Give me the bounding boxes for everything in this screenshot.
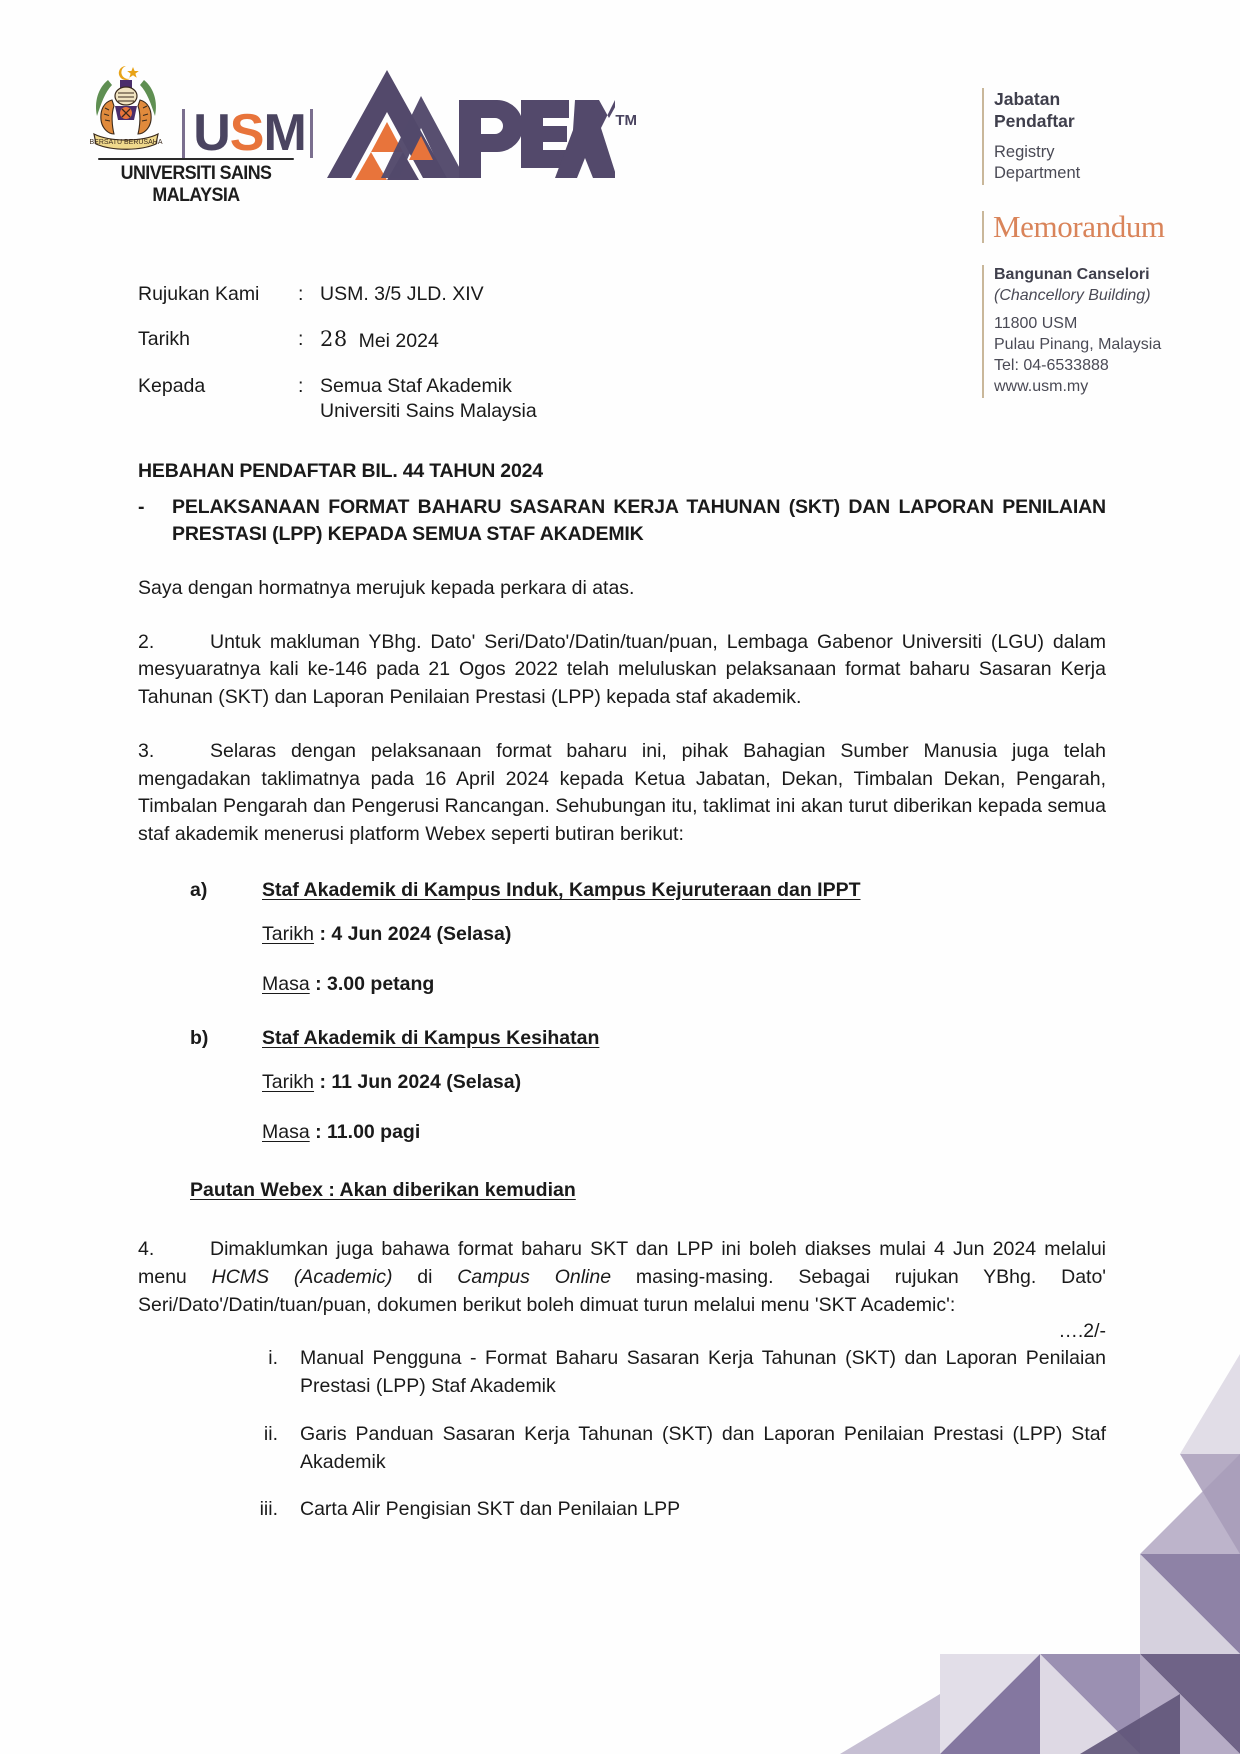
- session-a-date: [262, 921, 1106, 949]
- department-name-en-line1: Registry: [994, 142, 1055, 161]
- session-a-time: [262, 971, 1106, 999]
- paragraph-opening: Saya dengan hormatnya merujuk kepada perkara di atas.: [138, 577, 635, 600]
- usm-caption: UNIVERSITI SAINS MALAYSIA: [98, 158, 294, 207]
- session-a-marker: a): [190, 878, 208, 901]
- address-building-bm: Bangunan Canselori: [994, 266, 1150, 284]
- session-b-time-colon: :: [315, 1121, 322, 1143]
- reference-row-kepada: [138, 375, 537, 423]
- memo-title: HEBAHAN PENDAFTAR BIL. 44 TAHUN 2024: [138, 460, 543, 482]
- colon-kepada: :: [298, 375, 304, 397]
- session-b-time: [262, 1119, 1106, 1147]
- usm-wordmark: USM: [182, 109, 313, 158]
- session-a-date-label: Tarikh: [262, 923, 315, 946]
- paragraph-4-italic-campus-online: Campus Online: [457, 1266, 612, 1289]
- paragraph-4-text-part3: masing-masing. Sebagai rujukan YBhg. Dato' Seri/Dato'/Datin/tuan/puan, dokumen berikut boleh dimuat turun melalui menu 'SKT Academic':: [138, 1266, 1107, 1316]
- session-a-time-value: 3.00 petang: [327, 972, 435, 995]
- document-item-i-text: Manual Pengguna - Format Baharu Sasaran Kerja Tahunan (SKT) dan Laporan Penilaian Prestasi (LPP) Staf Akademik: [300, 1347, 1106, 1398]
- session-a-date-colon: :: [319, 923, 326, 946]
- memorandum-label: Memorandum: [982, 211, 1182, 244]
- reference-fields: [138, 283, 537, 445]
- label-rujukan-kami: Rujukan Kami: [138, 283, 260, 305]
- session-a-time-label: Masa: [262, 972, 310, 995]
- paragraph-4: [138, 1236, 1106, 1319]
- document-item-iii-text: Carta Alir Pengisian SKT dan Penilaian LPP: [300, 1498, 681, 1521]
- reference-row-tarikh: [138, 328, 537, 353]
- session-b-marker: b): [190, 1026, 209, 1049]
- paragraph-4-italic-hcms: HCMS (Academic): [211, 1266, 393, 1289]
- reference-row-rujukan: [138, 283, 537, 306]
- webex-link-line: Pautan Webex : Akan diberikan kemudian: [190, 1178, 576, 1201]
- page-continuation-marker: ….2/-: [1058, 1320, 1106, 1342]
- session-b-date-colon: :: [319, 1071, 326, 1094]
- usm-logo: [88, 60, 306, 207]
- value-kepada-line1: Semua Staf Akademik: [320, 375, 512, 397]
- session-b-time-value: 11.00 pagi: [327, 1121, 421, 1143]
- department-name-bm-line1: Jabatan: [994, 89, 1061, 109]
- session-item-a: [190, 877, 1106, 999]
- logo-block: [88, 60, 637, 207]
- document-item-ii-text: Garis Panduan Sasaran Kerja Tahunan (SKT) dan Laporan Penilaian Prestasi (LPP) Staf Akademik: [300, 1422, 1106, 1473]
- address-telephone: Tel: 04-6533888: [994, 357, 1109, 375]
- session-b-heading: Staf Akademik di Kampus Kesihatan: [262, 1026, 600, 1049]
- document-item-ii-marker: ii.: [263, 1422, 278, 1445]
- subject-dash: -: [138, 495, 145, 518]
- address-building-en: (Chancellory Building): [994, 286, 1151, 304]
- address-state: Pulau Pinang, Malaysia: [994, 336, 1162, 354]
- letterhead-right-column: [982, 88, 1182, 398]
- paragraph-2: [138, 629, 1106, 712]
- value-rujukan-kami: USM. 3/5 JLD. XIV: [320, 283, 484, 305]
- paragraph-4-text-part2: di: [392, 1266, 458, 1289]
- department-block: [982, 88, 1182, 185]
- address-website: www.usm.my: [994, 378, 1089, 396]
- apex-logo: [325, 66, 637, 191]
- session-a-heading: Staf Akademik di Kampus Induk, Kampus Kejuruteraan dan IPPT: [262, 878, 861, 901]
- value-kepada-line2: Universiti Sains Malaysia: [320, 400, 537, 422]
- session-b-date: [262, 1069, 1106, 1097]
- paragraph-2-text: Untuk makluman YBhg. Dato' Seri/Dato'/Datin/tuan/puan, Lembaga Gabenor Universiti (LGU) dalam mesyuaratnya kali ke-146 pada 21 Ogos 2022 telah meluluskan pelaksanaan format baharu Sasaran Kerja Tahunan (SKT) dan Laporan Penilaian Prestasi (LPP) kepada staf akademik.: [138, 630, 1106, 709]
- session-item-b: [190, 1025, 1106, 1147]
- session-b-time-label: Masa: [262, 1121, 310, 1143]
- document-item-iii-marker: iii.: [259, 1498, 278, 1521]
- corner-triangle-decoration: [820, 1334, 1240, 1754]
- subject-text: PELAKSANAAN FORMAT BAHARU SASARAN KERJA TAHUNAN (SKT) DAN LAPORAN PENILAIAN PRESTASI (LPP) KEPADA SEMUA STAF AKADEMIK: [172, 495, 1106, 546]
- malaysia-crest-icon: [78, 60, 174, 156]
- department-name-bm-line2: Pendaftar: [994, 111, 1075, 132]
- paragraph-3-text: Selaras dengan pelaksanaan format baharu ini, pihak Bahagian Sumber Manusia juga telah mengadakan taklimatnya pada 16 April 2024 kepada Ketua Jabatan, Dekan, Timbalan Dekan, Pengarah, Timbalan Pengarah dan Pengerusi Rancangan. Sehubungan itu, taklimat ini akan turut diberikan kepada semua staf akademik menerusi platform Webex seperti butiran berikut:: [138, 739, 1106, 845]
- paragraph-4-number: 4.: [138, 1238, 155, 1261]
- session-b-date-label: Tarikh: [262, 1071, 315, 1094]
- paragraph-4-text-part1: Dimaklumkan juga bahawa format baharu SKT dan LPP ini boleh diakses mulai 4 Jun 2024 melalui menu: [138, 1238, 1106, 1289]
- session-a-date-value: 4 Jun 2024 (Selasa): [331, 923, 512, 946]
- department-name-en-line2: Department: [994, 164, 1081, 183]
- session-list: [138, 877, 1106, 1147]
- value-tarikh-month-year: Mei 2024: [358, 330, 439, 352]
- label-tarikh: Tarikh: [138, 328, 191, 350]
- address-block: [982, 265, 1182, 397]
- document-item-i-marker: i.: [268, 1347, 278, 1370]
- paragraph-2-number: 2.: [138, 630, 155, 653]
- value-tarikh-day-handwritten: 28: [320, 327, 348, 351]
- paragraph-3-number: 3.: [138, 739, 155, 762]
- session-b-date-value: 11 Jun 2024 (Selasa): [331, 1071, 522, 1094]
- memo-subject: [138, 494, 1106, 549]
- label-kepada: Kepada: [138, 375, 206, 397]
- paragraph-3: [138, 738, 1106, 849]
- session-a-time-colon: :: [315, 972, 322, 995]
- address-postcode: 11800 USM: [994, 315, 1078, 333]
- trademark-symbol: TM: [615, 112, 637, 129]
- colon-rujukan: :: [298, 283, 304, 305]
- colon-tarikh: :: [298, 328, 304, 350]
- svg-text:BERSATU BERUSAHA: BERSATU BERUSAHA: [89, 139, 163, 146]
